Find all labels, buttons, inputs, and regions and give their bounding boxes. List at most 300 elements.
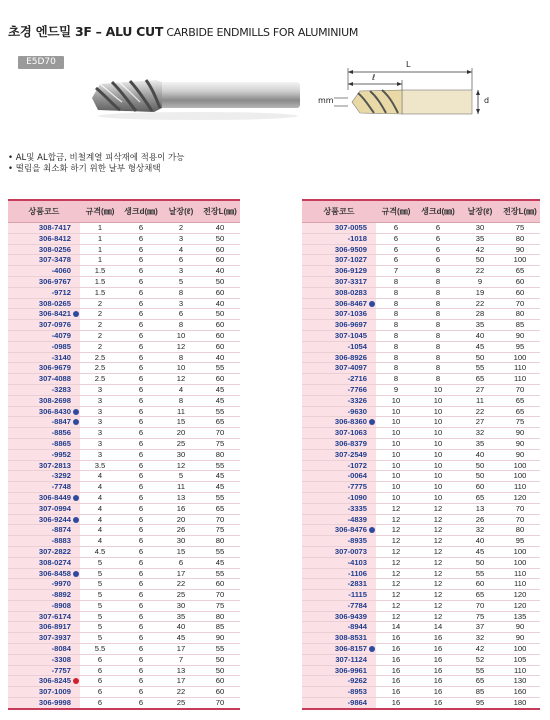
cell-total-length: 90 [500,622,540,633]
cell-shank: 12 [416,557,460,568]
cell-product-code: 306-9509 [302,244,376,255]
cell-flute-length: 16 [162,503,200,514]
cell-total-length: 160 [500,687,540,698]
table-row [302,438,540,449]
cell-product-code: 307-3937 [8,633,80,644]
table-row [302,233,540,244]
table-row [302,687,540,698]
table-row [8,320,240,331]
cell-size: 10 [376,417,416,428]
cell-total-length: 120 [500,600,540,611]
table-row [302,374,540,385]
cell-product-code: -4079 [8,330,80,341]
cell-product-code: -8944 [302,622,376,633]
cell-shank: 6 [120,557,162,568]
cell-product-code: 307-1124 [302,654,376,665]
cell-product-code: 307-0994 [8,503,80,514]
cell-size: 6 [80,698,120,709]
cell-shank: 14 [416,622,460,633]
table-row [8,352,240,363]
cell-size: 5 [80,633,120,644]
cell-flute-length: 85 [460,687,500,698]
cell-size: 2.5 [80,352,120,363]
cell-product-code: 306-9439 [302,611,376,622]
cell-size: 10 [376,471,416,482]
stock-mark-blue [73,419,79,425]
cell-total-length: 120 [500,492,540,503]
table-row [302,503,540,514]
table-row [8,482,240,493]
cell-product-code: 306-8476 [302,525,376,536]
cell-product-code: 308-7417 [8,223,80,234]
cell-total-length: 60 [200,676,240,687]
cell-size: 8 [376,330,416,341]
cell-size: 6 [376,255,416,266]
cell-product-code: 307-3317 [302,276,376,287]
cell-size: 6 [80,687,120,698]
cell-size: 4 [80,503,120,514]
cell-product-code: -9630 [302,406,376,417]
cell-flute-length: 19 [460,287,500,298]
cell-total-length: 80 [200,536,240,547]
table-row [8,417,240,428]
stock-mark-blue [73,571,79,577]
table-row [8,590,240,601]
cell-flute-length: 11 [162,482,200,493]
table-row [8,676,240,687]
table-row [8,633,240,644]
cell-shank: 16 [416,665,460,676]
cell-total-length: 110 [500,579,540,590]
cell-flute-length: 95 [460,698,500,709]
cell-total-length: 120 [500,590,540,601]
cell-size: 4 [80,482,120,493]
cell-total-length: 60 [200,687,240,698]
cell-flute-length: 30 [162,600,200,611]
cell-flute-length: 40 [460,536,500,547]
cell-flute-length: 6 [162,255,200,266]
table-row [302,698,540,709]
cell-shank: 12 [416,611,460,622]
cell-total-length: 85 [200,622,240,633]
cell-flute-length: 45 [460,341,500,352]
cell-total-length: 75 [500,223,540,234]
cell-product-code: 306-9998 [8,698,80,709]
cell-total-length: 60 [500,276,540,287]
cell-total-length: 80 [500,309,540,320]
cell-shank: 6 [120,406,162,417]
cell-flute-length: 6 [162,557,200,568]
cell-size: 4 [80,471,120,482]
cell-flute-length: 52 [460,654,500,665]
table-row [8,255,240,266]
cell-size: 12 [376,579,416,590]
cell-shank: 12 [416,546,460,557]
cell-shank: 12 [416,503,460,514]
cell-size: 2 [80,320,120,331]
cell-shank: 12 [416,536,460,547]
cell-product-code: 306-8157 [302,644,376,655]
cell-flute-length: 13 [162,665,200,676]
cell-shank: 10 [416,460,460,471]
cell-flute-length: 7 [162,654,200,665]
cell-product-code: -4103 [302,557,376,568]
table-row [302,395,540,406]
cell-size: 12 [376,514,416,525]
cell-product-code: 308-0265 [8,298,80,309]
cell-size: 2 [80,298,120,309]
table-row [302,557,540,568]
cell-shank: 12 [416,579,460,590]
cell-flute-length: 32 [460,633,500,644]
cell-flute-length: 20 [162,514,200,525]
cell-size: 5 [80,622,120,633]
cell-size: 16 [376,676,416,687]
cell-shank: 6 [120,352,162,363]
cell-size: 1 [80,244,120,255]
spec-table-right [302,199,540,710]
cell-product-code: -4839 [302,514,376,525]
cell-flute-length: 50 [460,471,500,482]
cell-shank: 6 [120,568,162,579]
cell-total-length: 70 [200,698,240,709]
cell-shank: 6 [120,266,162,277]
table-row [8,384,240,395]
stock-mark-blue [369,646,375,652]
cell-flute-length: 11 [162,406,200,417]
cell-total-length: 90 [500,244,540,255]
cell-total-length: 65 [500,406,540,417]
cell-flute-length: 17 [162,568,200,579]
cell-shank: 8 [416,298,460,309]
cell-flute-length: 6 [162,309,200,320]
note-item: • AL및 AL합금, 비철계열 피삭재에 적용이 가능 [8,153,184,164]
cell-total-length: 100 [500,352,540,363]
table-row [302,384,540,395]
table-row [302,590,540,601]
cell-product-code: 307-2549 [302,449,376,460]
cell-shank: 6 [120,546,162,557]
cell-total-length: 60 [500,287,540,298]
table-row [302,654,540,665]
cell-size: 9 [376,384,416,395]
table-row [8,287,240,298]
cell-product-code: 307-1036 [302,309,376,320]
label-shank-diameter: d [484,96,490,105]
cell-flute-length: 35 [162,611,200,622]
cell-total-length: 110 [500,363,540,374]
cell-flute-length: 13 [162,492,200,503]
cell-size: 6 [80,665,120,676]
table-row [8,233,240,244]
cell-flute-length: 13 [460,503,500,514]
cell-size: 8 [376,363,416,374]
cell-shank: 8 [416,276,460,287]
cell-size: 16 [376,698,416,709]
cell-size: 1.5 [80,287,120,298]
cell-shank: 10 [416,417,460,428]
cell-product-code: 306-9129 [302,266,376,277]
cell-total-length: 50 [200,309,240,320]
cell-size: 12 [376,611,416,622]
cell-shank: 6 [120,654,162,665]
cell-total-length: 90 [500,449,540,460]
cell-flute-length: 45 [162,633,200,644]
table-row [8,503,240,514]
cell-product-code: -3140 [8,352,80,363]
table-row [8,460,240,471]
cell-flute-length: 30 [162,536,200,547]
cell-size: 12 [376,546,416,557]
cell-shank: 6 [120,536,162,547]
cell-shank: 6 [120,622,162,633]
cell-total-length: 60 [200,374,240,385]
cell-product-code: 306-9697 [302,320,376,331]
table-row [302,525,540,536]
cell-shank: 6 [120,633,162,644]
table-row [302,536,540,547]
cell-flute-length: 75 [460,611,500,622]
table-row [302,514,540,525]
cell-total-length: 50 [200,276,240,287]
cell-product-code: 307-4097 [302,363,376,374]
cell-shank: 12 [416,514,460,525]
cell-flute-length: 3 [162,233,200,244]
cell-shank: 6 [120,395,162,406]
cell-flute-length: 27 [460,384,500,395]
table-row [8,568,240,579]
cell-size: 10 [376,438,416,449]
cell-shank: 6 [120,600,162,611]
cell-size: 8 [376,320,416,331]
cell-flute-length: 42 [460,644,500,655]
cell-flute-length: 32 [460,525,500,536]
cell-shank: 6 [120,665,162,676]
cell-size: 16 [376,665,416,676]
stock-mark-blue [369,301,375,307]
cell-product-code: 308-0256 [8,244,80,255]
cell-product-code: -8892 [8,590,80,601]
cell-shank: 10 [416,395,460,406]
cell-total-length: 60 [200,320,240,331]
cell-total-length: 90 [500,633,540,644]
cell-flute-length: 15 [162,417,200,428]
table-row [8,579,240,590]
cell-shank: 12 [416,590,460,601]
cell-total-length: 40 [200,223,240,234]
cell-product-code: -8953 [302,687,376,698]
cell-product-code: -9262 [302,676,376,687]
cell-product-code: -1018 [302,233,376,244]
table-row [302,406,540,417]
cell-flute-length: 40 [162,622,200,633]
cell-total-length: 40 [200,352,240,363]
cell-size: 12 [376,557,416,568]
cell-flute-length: 11 [460,395,500,406]
cell-shank: 6 [416,255,460,266]
cell-flute-length: 35 [460,233,500,244]
cell-size: 8 [376,341,416,352]
cell-product-code: -3326 [302,395,376,406]
cell-shank: 8 [416,287,460,298]
cell-size: 16 [376,644,416,655]
cell-total-length: 80 [500,233,540,244]
cell-size: 3 [80,438,120,449]
table-row [302,309,540,320]
table-row [8,395,240,406]
cell-shank: 16 [416,644,460,655]
cell-flute-length: 30 [460,223,500,234]
col-header-size: 규격(㎜) [80,200,120,223]
cell-product-code: 308-0274 [8,557,80,568]
cell-shank: 10 [416,492,460,503]
cell-size: 4 [80,492,120,503]
cell-total-length: 100 [500,557,540,568]
cell-size: 5 [80,557,120,568]
cell-total-length: 40 [200,266,240,277]
col-header-size: 규격(㎜) [376,200,416,223]
table-row [8,654,240,665]
cell-product-code: -8874 [8,525,80,536]
cell-flute-length: 37 [460,622,500,633]
cell-flute-length: 5 [162,276,200,287]
table-row [8,600,240,611]
cell-size: 1 [80,223,120,234]
cell-total-length: 45 [200,557,240,568]
cell-size: 5 [80,600,120,611]
cell-shank: 6 [120,309,162,320]
cell-total-length: 90 [500,438,540,449]
table-row [302,428,540,439]
cell-size: 1.5 [80,276,120,287]
dimension-drawing [312,60,502,130]
table-row [302,644,540,655]
cell-shank: 6 [120,590,162,601]
cell-total-length: 60 [200,579,240,590]
cell-product-code: -8084 [8,644,80,655]
endmill-photo [78,68,304,124]
feature-notes [8,153,184,175]
cell-size: 4.5 [80,546,120,557]
cell-product-code: 307-1063 [302,428,376,439]
cell-flute-length: 22 [162,687,200,698]
table-row [8,276,240,287]
cell-size: 2.5 [80,374,120,385]
table-row [302,471,540,482]
cell-total-length: 85 [500,320,540,331]
cell-flute-length: 27 [460,417,500,428]
cell-product-code: -7784 [302,600,376,611]
cell-size: 8 [376,352,416,363]
cell-shank: 6 [120,233,162,244]
cell-product-code: -7748 [8,482,80,493]
cell-flute-length: 25 [162,698,200,709]
cell-product-code: -8883 [8,536,80,547]
table-row [302,633,540,644]
cell-size: 1 [80,233,120,244]
cell-product-code: 307-1027 [302,255,376,266]
cell-total-length: 80 [500,525,540,536]
table-row [302,320,540,331]
col-header-flute: 날장(ℓ) [162,200,200,223]
col-header-code: 상품코드 [8,200,80,223]
table-row [8,471,240,482]
cell-product-code: -1090 [302,492,376,503]
cell-shank: 6 [120,417,162,428]
cell-product-code: 306-8430 [8,406,80,417]
cell-total-length: 110 [500,374,540,385]
cell-product-code: 306-8379 [302,438,376,449]
cell-shank: 8 [416,363,460,374]
cell-total-length: 80 [200,449,240,460]
table-row [302,417,540,428]
cell-shank: 6 [120,525,162,536]
cell-product-code: 307-0073 [302,546,376,557]
table-row [8,223,240,234]
cell-shank: 8 [416,320,460,331]
label-flute-length: ℓ [372,73,376,82]
cell-product-code: -1106 [302,568,376,579]
cell-flute-length: 50 [460,557,500,568]
cell-total-length: 100 [500,460,540,471]
cell-shank: 12 [416,600,460,611]
cell-flute-length: 26 [460,514,500,525]
table-row [302,492,540,503]
cell-shank: 10 [416,428,460,439]
table-row [8,244,240,255]
cell-flute-length: 8 [162,352,200,363]
cell-flute-length: 20 [162,428,200,439]
cell-total-length: 95 [500,341,540,352]
cell-flute-length: 60 [460,579,500,590]
table-row [8,298,240,309]
cell-product-code: -8847 [8,417,80,428]
cell-shank: 16 [416,676,460,687]
cell-size: 2.5 [80,363,120,374]
cell-flute-length: 22 [460,406,500,417]
cell-size: 10 [376,492,416,503]
cell-size: 7 [376,266,416,277]
cell-total-length: 100 [500,644,540,655]
cell-size: 3 [80,428,120,439]
cell-size: 12 [376,503,416,514]
dimension-diagram [312,60,502,134]
cell-size: 10 [376,428,416,439]
title-sub: CARBIDE ENDMILLS FOR ALUMINIUM [163,26,359,39]
cell-size: 10 [376,482,416,493]
table-row [302,276,540,287]
col-header-length: 전장L(㎜) [200,200,240,223]
cell-total-length: 40 [200,298,240,309]
cell-product-code: -8865 [8,438,80,449]
cell-total-length: 135 [500,611,540,622]
label-total-length: L [406,60,411,69]
table-row [302,568,540,579]
cell-product-code: -3283 [8,384,80,395]
cell-total-length: 55 [200,546,240,557]
cell-total-length: 110 [500,482,540,493]
table-row [302,622,540,633]
cell-size: 2 [80,309,120,320]
cell-product-code: -2716 [302,374,376,385]
cell-shank: 6 [120,287,162,298]
cell-flute-length: 25 [162,590,200,601]
series-badge: E5D70 [18,56,64,69]
cell-product-code: 308-8531 [302,633,376,644]
cell-product-code: -9712 [8,287,80,298]
label-unit: mm [318,96,334,105]
cell-shank: 6 [120,482,162,493]
